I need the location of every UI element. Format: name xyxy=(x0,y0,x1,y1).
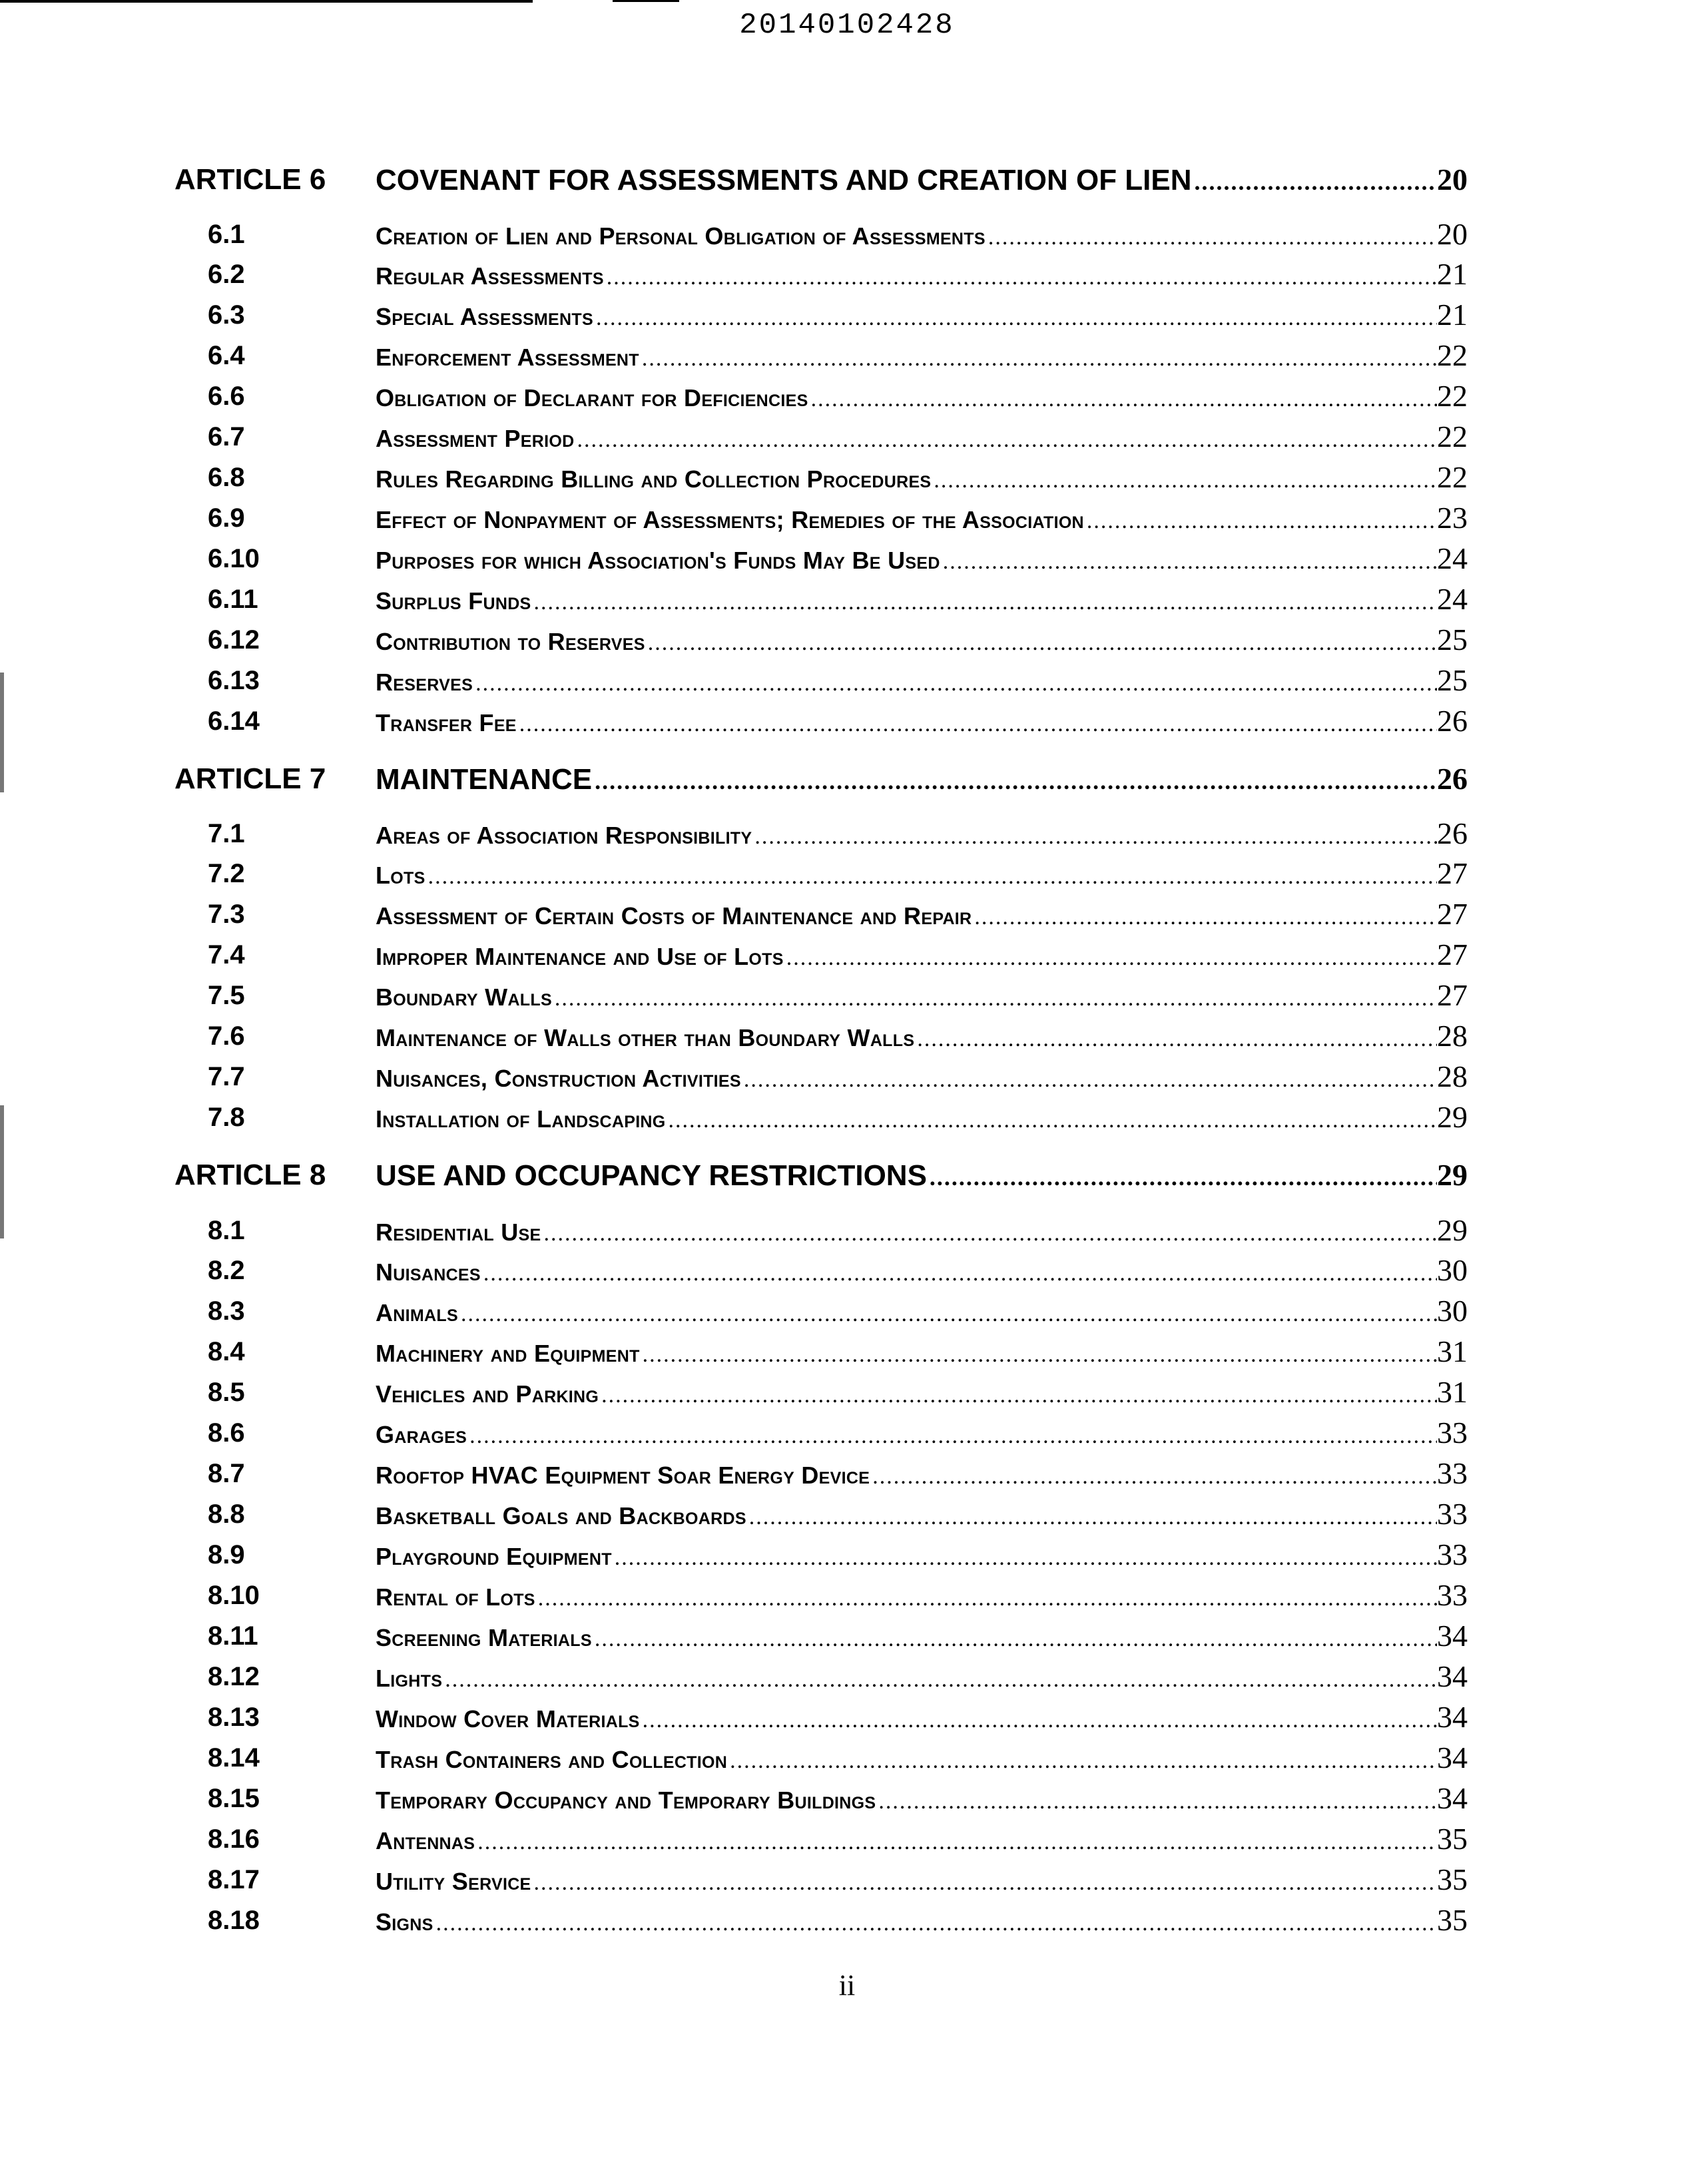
toc-entry-title: Window Cover Materials xyxy=(376,1705,640,1733)
toc-entry-number: ARTICLE 8 xyxy=(174,1159,326,1191)
toc-entry-page: 33 xyxy=(1437,1537,1468,1571)
toc-dot-leader xyxy=(927,1163,1437,1191)
scan-top-rule xyxy=(0,0,533,3)
toc-entry-line xyxy=(376,1577,1468,1614)
toc-entry-page: 24 xyxy=(1437,541,1468,575)
toc-entry-title: Reserves xyxy=(376,669,473,696)
toc-dot-leader xyxy=(931,468,1437,493)
toc-entry-page: 33 xyxy=(1437,1497,1468,1531)
toc-entry-line xyxy=(376,1496,1468,1533)
toc-entry-line xyxy=(376,1374,1468,1411)
toc-entry-page: 28 xyxy=(1437,1059,1468,1093)
toc-entry-page: 25 xyxy=(1437,623,1468,657)
toc-dot-leader xyxy=(914,1027,1437,1052)
toc-dot-leader xyxy=(752,824,1437,850)
toc-entry-title: Trash Containers and Collection xyxy=(376,1746,728,1773)
toc-entry-number: 8.11 xyxy=(208,1621,258,1651)
toc-entry-page: 30 xyxy=(1437,1294,1468,1328)
toc-entry-page: 33 xyxy=(1437,1578,1468,1612)
toc-entry-line xyxy=(376,1699,1468,1736)
toc-entry-page: 35 xyxy=(1437,1822,1468,1856)
toc-entry-number: 8.15 xyxy=(208,1784,260,1813)
toc-entry-line xyxy=(376,855,1468,892)
toc-entry-title: Boundary Walls xyxy=(376,983,552,1011)
toc-entry-page: 33 xyxy=(1437,1416,1468,1450)
toc-entry-title: Surplus Funds xyxy=(376,587,531,615)
toc-entry-number: 8.14 xyxy=(208,1743,260,1773)
toc-dot-leader xyxy=(808,387,1437,412)
toc-entry-line xyxy=(376,896,1468,933)
toc-dot-leader xyxy=(541,1221,1437,1246)
toc-entry-line xyxy=(376,1658,1468,1695)
toc-entry-line xyxy=(376,1099,1468,1136)
toc-entry-page: 22 xyxy=(1437,419,1468,453)
toc-entry-title: Obligation of Declarant for Deficiencies xyxy=(376,384,808,411)
toc-entry-line xyxy=(376,1455,1468,1492)
toc-entry-page: 33 xyxy=(1437,1456,1468,1490)
toc-entry-number: 8.10 xyxy=(208,1581,260,1610)
toc-entry-line xyxy=(376,337,1468,374)
toc-entry-title: Improper Maintenance and Use of Lots xyxy=(376,943,784,970)
toc-dot-leader xyxy=(592,767,1437,795)
toc-dot-leader xyxy=(612,1545,1437,1571)
toc-entry-number: 7.7 xyxy=(208,1062,245,1091)
toc-entry-title: Basketball Goals and Backboards xyxy=(376,1502,746,1529)
toc-entry-title: Vehicles and Parking xyxy=(376,1380,599,1408)
document-number: 20140102428 xyxy=(739,9,955,42)
toc-entry-line xyxy=(376,662,1468,699)
toc-entry-line xyxy=(376,1536,1468,1573)
toc-entry-line xyxy=(376,1333,1468,1370)
toc-dot-leader xyxy=(1192,168,1437,196)
toc-entry-page: 34 xyxy=(1437,1741,1468,1774)
toc-entry-title: Rules Regarding Billing and Collection Procedures xyxy=(376,465,932,493)
toc-entry-title: Temporary Occupancy and Temporary Buildings xyxy=(376,1786,876,1814)
toc-entry-page: 27 xyxy=(1437,978,1468,1012)
toc-dot-leader xyxy=(604,265,1437,290)
toc-entry-title: Purposes for which Association's Funds May Be Used xyxy=(376,547,940,574)
toc-dot-leader xyxy=(599,1383,1437,1408)
toc-entry-number: 6.9 xyxy=(208,503,245,533)
toc-entry-title: Screening Materials xyxy=(376,1624,592,1651)
toc-dot-leader xyxy=(741,1067,1437,1093)
scan-edge-mark xyxy=(0,1105,4,1238)
toc-entry-page: 20 xyxy=(1437,217,1468,251)
toc-dot-leader xyxy=(645,631,1437,656)
toc-entry-page: 34 xyxy=(1437,1781,1468,1815)
toc-entry-number: ARTICLE 6 xyxy=(174,163,326,196)
toc-entry-title: Rental of Lots xyxy=(376,1583,535,1611)
toc-entry-title: USE AND OCCUPANCY RESTRICTIONS xyxy=(376,1159,927,1192)
toc-entry-line xyxy=(376,499,1468,537)
toc-entry-page: 29 xyxy=(1437,1213,1468,1247)
toc-entry-page: 34 xyxy=(1437,1659,1468,1693)
scan-edge-mark xyxy=(0,673,4,792)
toc-entry-page: 31 xyxy=(1437,1334,1468,1368)
toc-dot-leader xyxy=(876,1789,1437,1814)
toc-dot-leader xyxy=(535,1586,1437,1611)
toc-entry-page: 24 xyxy=(1437,582,1468,616)
toc-entry-line xyxy=(376,459,1468,496)
toc-entry-title: Nuisances, Construction Activities xyxy=(376,1065,741,1092)
toc-entry-number: 8.6 xyxy=(208,1418,245,1448)
toc-dot-leader xyxy=(986,225,1437,250)
toc-entry-number: 6.13 xyxy=(208,666,260,695)
toc-entry-number: 8.12 xyxy=(208,1662,260,1691)
toc-entry-line xyxy=(376,759,1468,799)
toc-entry-line xyxy=(376,1617,1468,1655)
toc-entry-line xyxy=(376,1780,1468,1817)
toc-entry-line xyxy=(376,1820,1468,1858)
toc-entry-page: 22 xyxy=(1437,338,1468,372)
toc-entry-title: Residential Use xyxy=(376,1219,541,1246)
toc-entry-number: 6.10 xyxy=(208,544,260,573)
toc-entry-page: 21 xyxy=(1437,298,1468,332)
toc-entry-title: Special Assessments xyxy=(376,303,593,330)
toc-entry-number: 6.11 xyxy=(208,585,258,614)
toc-entry-page: 27 xyxy=(1437,938,1468,971)
toc-entry-line xyxy=(376,1861,1468,1898)
toc-entry-number: 6.4 xyxy=(208,341,245,370)
toc-dot-leader xyxy=(467,1424,1437,1449)
page-number: ii xyxy=(838,1969,856,2002)
toc-entry-number: 8.18 xyxy=(208,1906,260,1935)
toc-entry-page: 31 xyxy=(1437,1375,1468,1409)
toc-entry-title: Rooftop HVAC Equipment Soar Energy Device xyxy=(376,1462,870,1489)
toc-entry-page: 35 xyxy=(1437,1862,1468,1896)
toc-dot-leader xyxy=(475,1830,1437,1855)
toc-entry-page: 35 xyxy=(1437,1903,1468,1937)
toc-entry-line xyxy=(376,1739,1468,1776)
toc-entry-number: 8.2 xyxy=(208,1256,245,1285)
toc-dot-leader xyxy=(531,1870,1437,1896)
toc-entry-page: 27 xyxy=(1437,897,1468,931)
toc-entry-line xyxy=(376,378,1468,415)
toc-dot-leader xyxy=(481,1261,1437,1286)
toc-dot-leader xyxy=(972,905,1437,930)
toc-dot-leader xyxy=(666,1108,1437,1133)
toc-entry-title: Playground Equipment xyxy=(376,1543,612,1570)
toc-entry-page: 20 xyxy=(1437,162,1468,196)
toc-entry-number: ARTICLE 7 xyxy=(174,762,326,795)
toc-dot-leader xyxy=(727,1749,1437,1774)
toc-entry-page: 23 xyxy=(1437,501,1468,535)
toc-entry-line xyxy=(376,621,1468,659)
toc-entry-title: Transfer Fee xyxy=(376,709,517,736)
toc-entry-number: 8.17 xyxy=(208,1865,260,1894)
toc-dot-leader xyxy=(517,712,1437,737)
toc-entry-line xyxy=(376,296,1468,334)
toc-dot-leader xyxy=(442,1667,1437,1693)
toc-entry-line xyxy=(376,1902,1468,1939)
toc-dot-leader xyxy=(746,1505,1437,1530)
toc-dot-leader xyxy=(640,1708,1437,1733)
toc-entry-line xyxy=(376,1058,1468,1095)
toc-entry-title: Signs xyxy=(376,1908,433,1936)
toc-entry-line xyxy=(376,256,1468,293)
toc-entry-title: Lights xyxy=(376,1665,443,1692)
toc-entry-number: 7.3 xyxy=(208,900,245,929)
toc-entry-title: Regular Assessments xyxy=(376,262,604,290)
toc-dot-leader xyxy=(552,986,1437,1011)
toc-entry-page: 30 xyxy=(1437,1253,1468,1287)
toc-dot-leader xyxy=(1084,509,1437,534)
toc-entry-page: 26 xyxy=(1437,816,1468,850)
toc-entry-number: 7.1 xyxy=(208,819,245,848)
toc-entry-title: Nuisances xyxy=(376,1258,481,1286)
toc-entry-number: 8.1 xyxy=(208,1216,245,1245)
toc-entry-number: 6.7 xyxy=(208,422,245,451)
toc-entry-line xyxy=(376,936,1468,973)
toc-entry-number: 7.4 xyxy=(208,940,245,969)
toc-entry-title: Installation of Landscaping xyxy=(376,1105,666,1133)
toc-entry-page: 21 xyxy=(1437,257,1468,291)
toc-entry-number: 7.2 xyxy=(208,859,245,888)
toc-entry-line xyxy=(376,977,1468,1014)
toc-entry-number: 6.3 xyxy=(208,300,245,330)
toc-dot-leader xyxy=(592,1627,1437,1652)
toc-entry-line xyxy=(376,581,1468,618)
toc-entry-line xyxy=(376,418,1468,455)
toc-entry-title: Machinery and Equipment xyxy=(376,1340,640,1367)
toc-entry-title: Effect of Nonpayment of Assessments; Remedies of the Association xyxy=(376,506,1084,533)
toc-entry-line xyxy=(376,1252,1468,1289)
toc-dot-leader xyxy=(575,427,1438,453)
toc-entry-line xyxy=(376,216,1468,253)
toc-dot-leader xyxy=(473,671,1437,696)
toc-dot-leader xyxy=(640,1342,1437,1368)
toc-entry-title: Animals xyxy=(376,1299,458,1326)
toc-entry-number: 6.2 xyxy=(208,260,245,289)
toc-entry-title: Areas of Association Responsibility xyxy=(376,822,752,849)
toc-entry-page: 29 xyxy=(1437,1158,1468,1192)
toc-entry-number: 8.16 xyxy=(208,1824,260,1854)
toc-entry-number: 8.3 xyxy=(208,1296,245,1326)
toc-entry-number: 7.6 xyxy=(208,1021,245,1051)
toc-entry-number: 8.8 xyxy=(208,1500,245,1529)
toc-entry-number: 6.1 xyxy=(208,220,245,249)
toc-entry-number: 7.5 xyxy=(208,981,245,1010)
toc-dot-leader xyxy=(458,1302,1437,1327)
toc-entry-page: 29 xyxy=(1437,1100,1468,1134)
toc-entry-page: 22 xyxy=(1437,379,1468,413)
toc-entry-number: 6.14 xyxy=(208,706,260,736)
toc-dot-leader xyxy=(940,549,1437,575)
toc-entry-page: 27 xyxy=(1437,856,1468,890)
toc-entry-number: 8.5 xyxy=(208,1378,245,1407)
toc-entry-line xyxy=(376,1155,1468,1195)
toc-entry-line xyxy=(376,1212,1468,1249)
toc-dot-leader xyxy=(870,1464,1437,1490)
toc-entry-page: 26 xyxy=(1437,762,1468,796)
toc-entry-title: COVENANT FOR ASSESSMENTS AND CREATION OF LIEN xyxy=(376,164,1192,196)
toc-entry-title: Assessment of Certain Costs of Maintenance and Repair xyxy=(376,902,972,930)
toc-entry-title: Creation of Lien and Personal Obligation of Assessments xyxy=(376,222,986,250)
toc-entry-title: Antennas xyxy=(376,1827,475,1854)
toc-entry-title: Maintenance of Walls other than Boundary Walls xyxy=(376,1024,915,1051)
toc-entry-page: 25 xyxy=(1437,663,1468,697)
toc-entry-title: Contribution to Reserves xyxy=(376,628,645,655)
toc-dot-leader xyxy=(425,864,1437,890)
toc-entry-title: MAINTENANCE xyxy=(376,763,593,796)
toc-entry-page: 34 xyxy=(1437,1619,1468,1653)
toc-entry-line xyxy=(376,1017,1468,1055)
toc-entry-page: 26 xyxy=(1437,704,1468,738)
toc-entry-page: 34 xyxy=(1437,1700,1468,1734)
toc-entry-line xyxy=(376,702,1468,740)
toc-entry-number: 8.7 xyxy=(208,1459,245,1488)
scan-top-rule-short xyxy=(613,0,679,2)
toc-entry-number: 6.12 xyxy=(208,625,260,655)
toc-entry-line xyxy=(376,815,1468,852)
toc-entry-line xyxy=(376,1414,1468,1452)
toc-entry-number: 7.8 xyxy=(208,1103,245,1132)
toc-entry-number: 8.4 xyxy=(208,1337,245,1366)
toc-dot-leader xyxy=(593,306,1437,331)
toc-entry-number: 6.8 xyxy=(208,463,245,492)
toc-entry-number: 8.9 xyxy=(208,1540,245,1569)
toc-dot-leader xyxy=(784,946,1437,971)
toc-dot-leader xyxy=(639,346,1437,372)
toc-entry-number: 6.6 xyxy=(208,382,245,411)
toc-dot-leader xyxy=(531,590,1437,615)
toc-dot-leader xyxy=(433,1911,1437,1936)
toc-entry-title: Garages xyxy=(376,1421,467,1448)
toc-entry-title: Enforcement Assessment xyxy=(376,344,639,371)
toc-entry-title: Lots xyxy=(376,862,425,889)
toc-entry-line xyxy=(376,1292,1468,1330)
toc-entry-page: 22 xyxy=(1437,460,1468,494)
toc-entry-number: 8.13 xyxy=(208,1703,260,1732)
toc-entry-line xyxy=(376,160,1468,200)
toc-entry-line xyxy=(376,540,1468,577)
toc-entry-title: Assessment Period xyxy=(376,425,575,452)
toc-entry-title: Utility Service xyxy=(376,1868,531,1895)
toc-entry-page: 28 xyxy=(1437,1019,1468,1053)
